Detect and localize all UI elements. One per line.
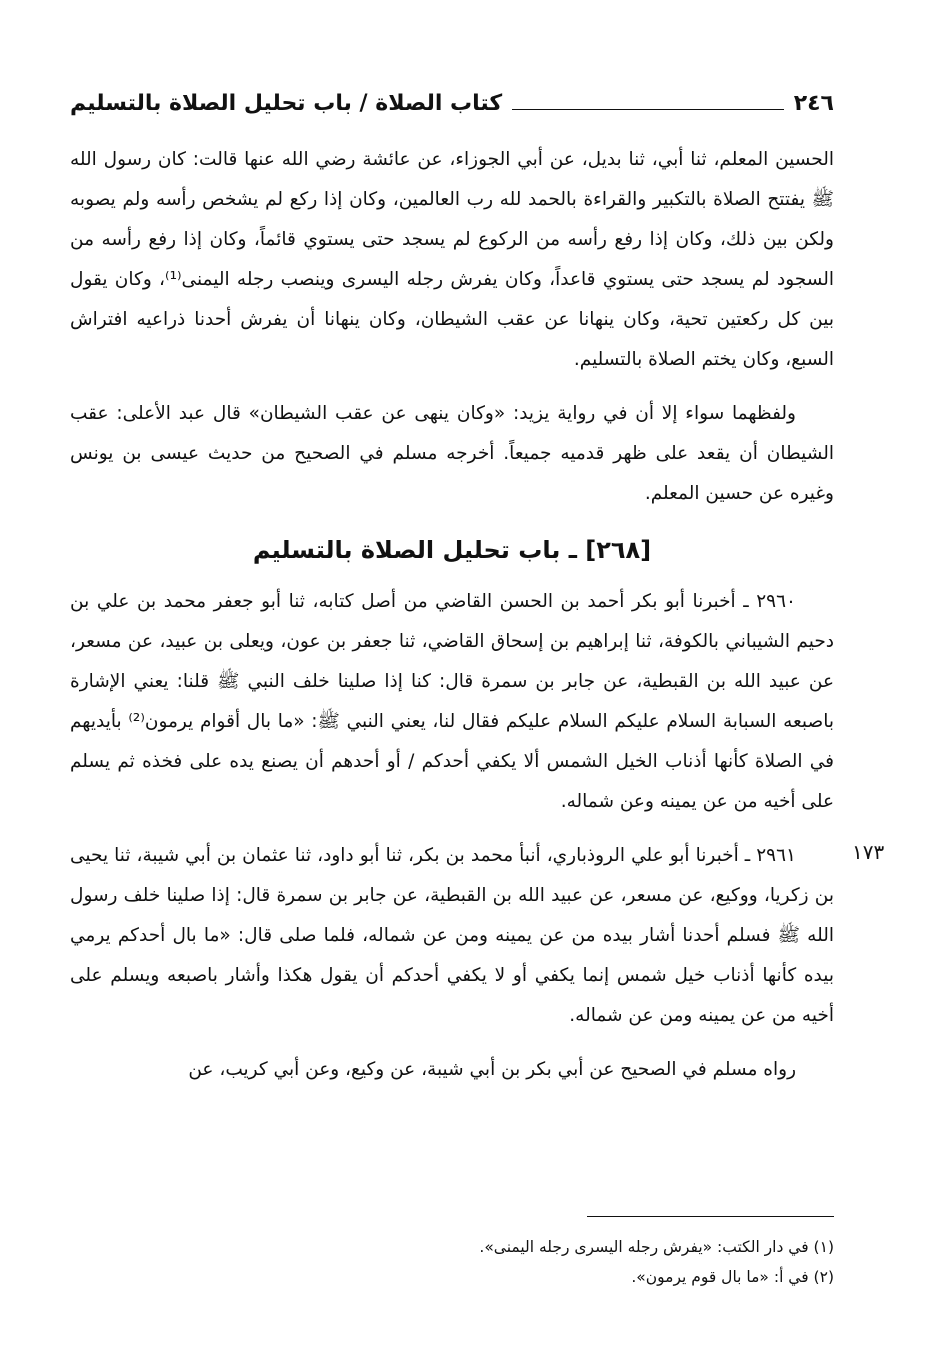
paragraph-note: ولفظهما سواء إلا أن في رواية يزيد: «وكان ينهى عن عقب الشيطان» قال عبد الأعلى: عقب الشيطان أن يقعد على ظهر قدميه جميعاً. أخرجه مسلم في الصحيح من حديث عيسى بن يونس وغيره عن حسين المعلم.: [70, 403, 834, 504]
footnote-rule: [587, 1216, 834, 1217]
footnotes: [70, 1232, 834, 1292]
header-rule: [512, 109, 784, 110]
chapter-title: [٢٦٨] ـ باب تحليل الصلاة بالتسليم: [252, 536, 652, 564]
footnote-2: (٢) في أ: «ما بال قوم يرمون».: [631, 1268, 834, 1286]
paragraph-riwaya: رواه مسلم في الصحيح عن أبي بكر بن أبي شيبة، عن وكيع، وعن أبي كريب، عن: [188, 1059, 796, 1080]
margin-page-reference: ١٧٣: [852, 840, 885, 864]
hadith-2960: ٢٩٦٠ ـ أخبرنا أبو بكر أحمد بن الحسن القاضي من أصل كتابه، ثنا أبو جعفر محمد بن علي بن دحيم الشيباني بالكوفة، ثنا إبراهيم بن إسحاق القاضي، ثنا جعفر بن عون، ويعلى بن عبيد، عن مسعر، عن عبيد الله بن القبطية، عن جابر بن سمرة قال: كنا إذا صلينا خلف النبي ﷺ قلنا: يعني الإشارة باصبعه السبابة السلام عليكم السلام عليكم فقال لنا، يعني النبي ﷺ: «ما بال أقوام يرمون⁽²⁾ بأيديهم في الصلاة كأنها أذناب الخيل الشمس ألا يكفي أحدكم / أو أحدهم أن يصنع يده على فخذه ثم يسلم على أخيه من عن يمينه وعن شماله.: [70, 591, 835, 812]
footnote-1: (١) في دار الكتب: «يفرش رجله اليسرى رجله اليمنى».: [479, 1238, 834, 1256]
main-text: [70, 140, 834, 1090]
running-title: كتاب الصلاة / باب تحليل الصلاة بالتسليم: [70, 91, 503, 116]
running-header: [70, 80, 834, 120]
page-number: ٢٤٦: [793, 91, 834, 116]
paragraph-continued: الحسين المعلم، ثنا أبي، ثنا بديل، عن أبي الجوزاء، عن عائشة رضي الله عنها قالت: كان رسول الله ﷺ يفتتح الصلاة بالتكبير والقراءة بالحمد لله رب العالمين، وكان إذا ركع لم يشخص رأسه ولم يصوبه ولكن بين ذلك، وكان إذا رفع رأسه من الركوع لم يسجد حتى يستوي قائماً، وكان إذا رفع رأسه من السجود لم يسجد حتى يستوي قاعداً، وكان يفرش رجله اليسرى وينصب رجله اليمنى⁽¹⁾، وكان يقول بين كل ركعتين تحية، وكان ينهانا عن عقب الشيطان، وكان ينهانا أن يفرش أحدنا ذراعيه افتراش السبع، وكان يختم الصلاة بالتسليم.: [70, 149, 834, 370]
hadith-2961: ٢٩٦١ ـ أخبرنا أبو علي الروذباري، أنبأ محمد بن بكر، ثنا أبو داود، ثنا عثمان بن أبي شيبة، ثنا يحيى بن زكريا، ووكيع، عن مسعر، عن عبيد الله بن القبطية، عن جابر بن سمرة قال: إذا صلينا خلف رسول الله ﷺ فسلم أحدنا أشار بيده من عن يمينه ومن عن شماله، فلما صلى قال: «ما بال أحدكم يرمي بيده كأنها أذناب خيل شمس إنما يكفي أو لا يكفي أحدكم أن يقول هكذا وأشار باصبعه ويسلم على أخيه من عن يمينه ومن عن شماله.: [70, 845, 834, 1026]
